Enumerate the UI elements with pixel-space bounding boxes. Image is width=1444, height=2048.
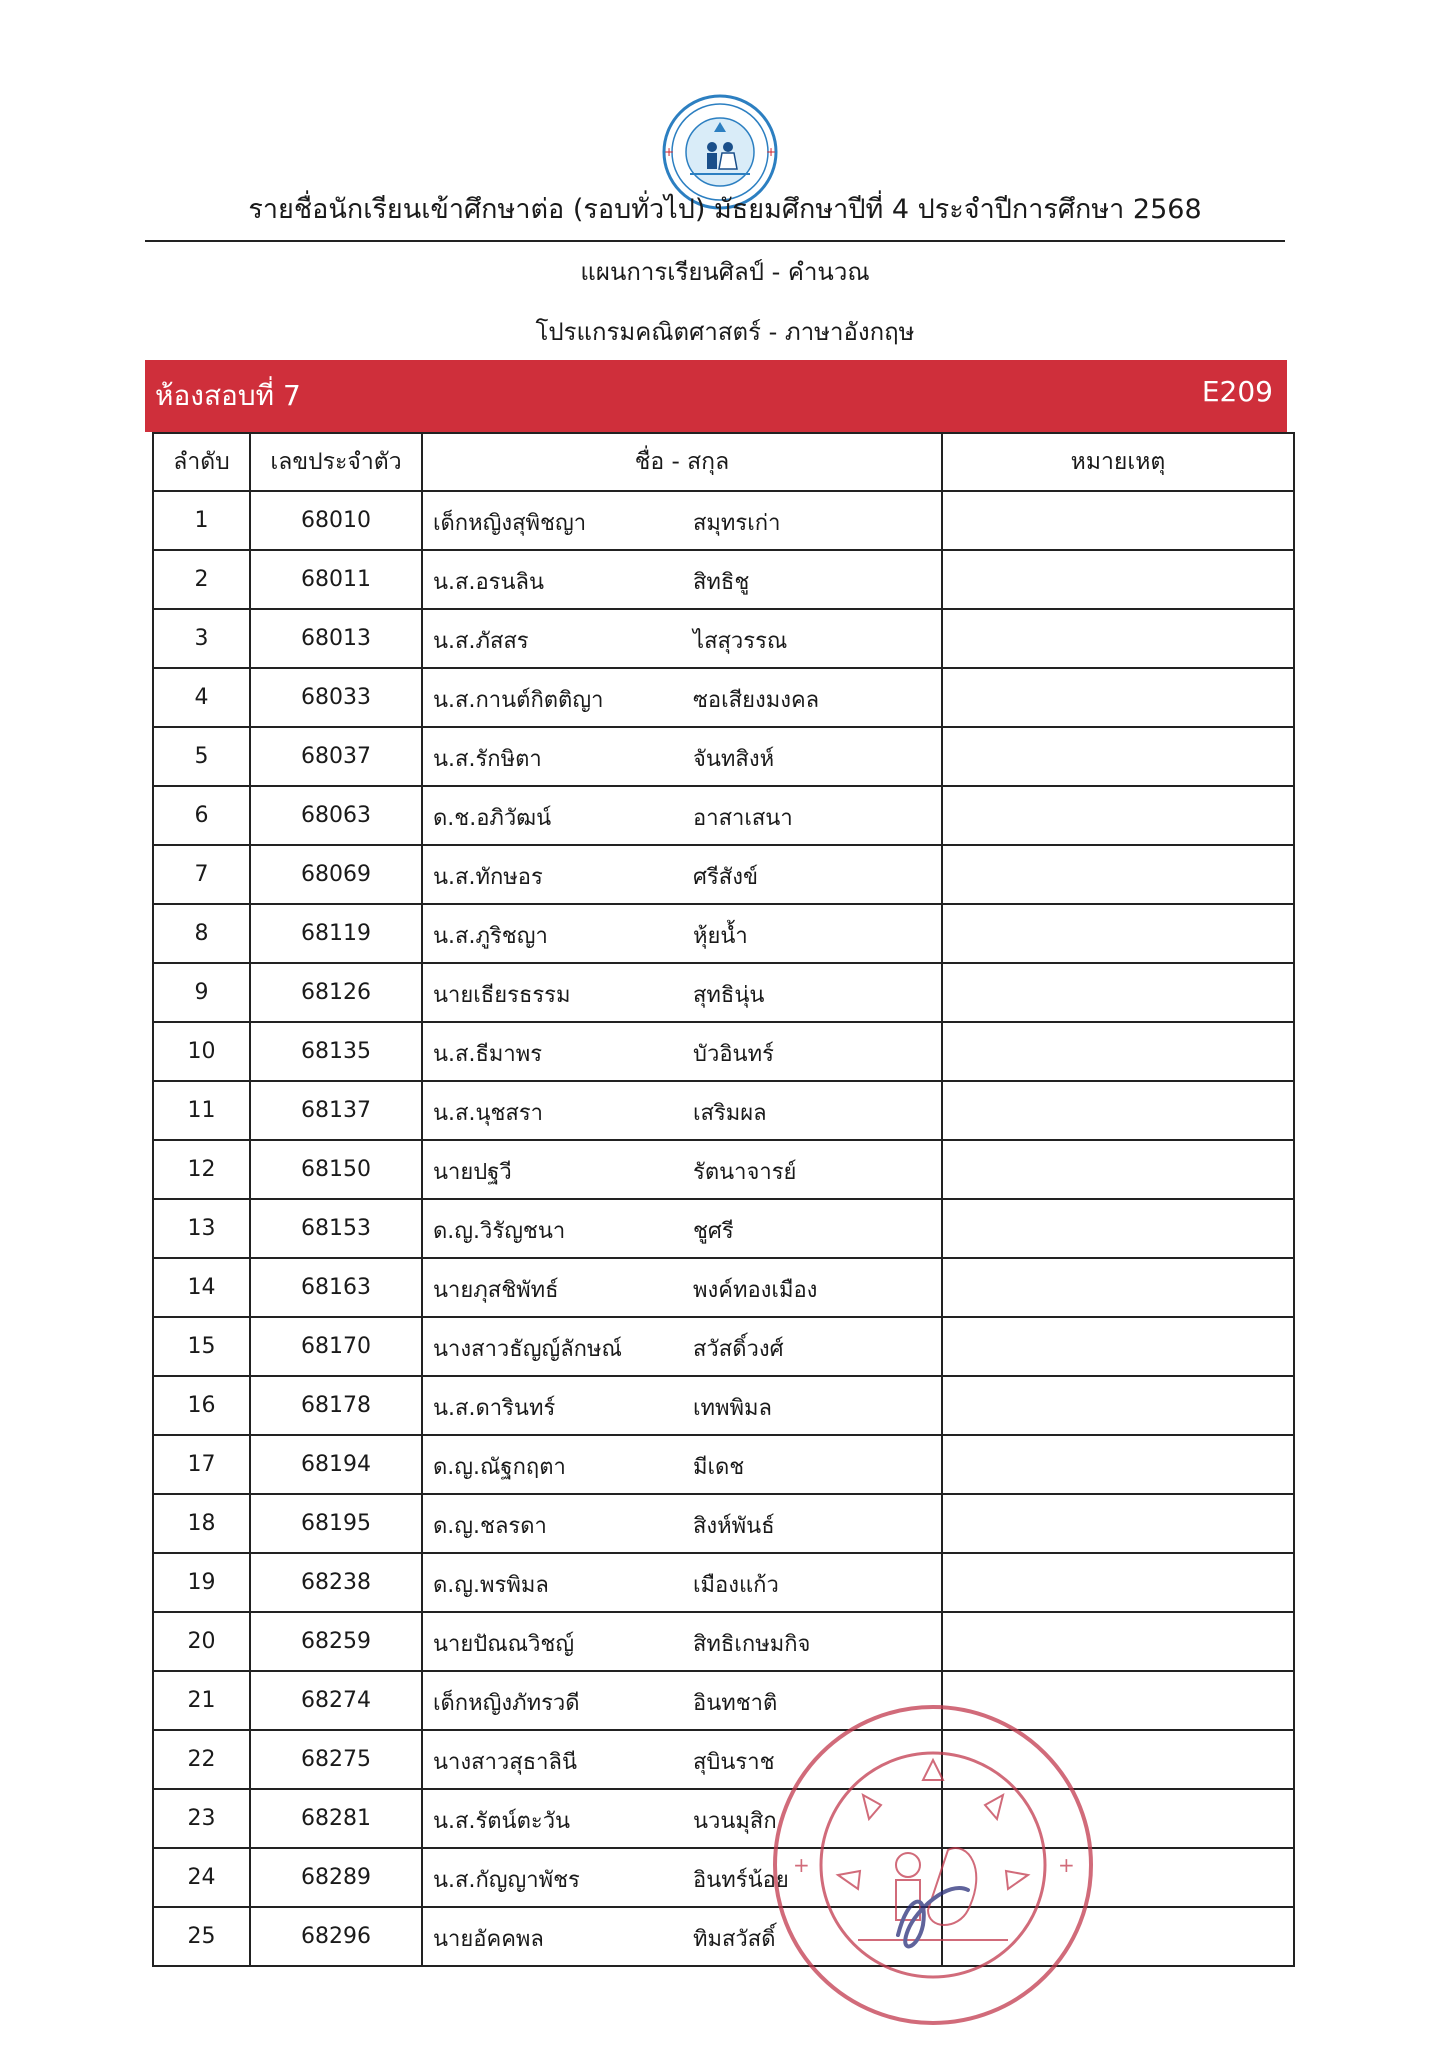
student-id: 68153 (250, 1199, 422, 1258)
table-row (153, 963, 1294, 1022)
row-number: 3 (153, 609, 250, 668)
table-row (153, 1907, 1294, 1966)
student-name-cell (422, 1140, 942, 1199)
table-row (153, 1258, 1294, 1317)
student-last-name: อินทชาติ (693, 1691, 778, 1716)
student-note (942, 1081, 1294, 1140)
student-id: 68195 (250, 1494, 422, 1553)
table-row (153, 1671, 1294, 1730)
student-name-cell (422, 1199, 942, 1258)
row-number: 14 (153, 1258, 250, 1317)
student-first-name: นางสาวธัญญ์ลักษณ์ (433, 1337, 622, 1362)
row-number: 18 (153, 1494, 250, 1553)
row-number: 20 (153, 1612, 250, 1671)
table-row (153, 786, 1294, 845)
student-name-cell (422, 1022, 942, 1081)
table-row (153, 1376, 1294, 1435)
student-first-name: น.ส.ภูริชญา (433, 924, 548, 949)
student-note (942, 1435, 1294, 1494)
student-id: 68281 (250, 1789, 422, 1848)
student-last-name: อาสาเสนา (693, 806, 793, 831)
row-number: 23 (153, 1789, 250, 1848)
student-first-name: เด็กหญิงภัทรวดี (433, 1691, 580, 1716)
student-note (942, 609, 1294, 668)
student-last-name: ทิมสวัสดิ์ (693, 1927, 776, 1952)
student-last-name: เมืองแก้ว (693, 1573, 779, 1598)
student-first-name: น.ส.ดารินทร์ (433, 1396, 556, 1421)
table-row (153, 1022, 1294, 1081)
school-seal-icon (768, 1700, 1098, 2030)
student-first-name: เด็กหญิงสุพิชญา (433, 511, 587, 536)
student-first-name: นายปฐวี (433, 1160, 512, 1185)
student-note (942, 1199, 1294, 1258)
student-id: 68238 (250, 1553, 422, 1612)
student-note (942, 786, 1294, 845)
row-number: 11 (153, 1081, 250, 1140)
student-first-name: นางสาวสุธาลินี (433, 1750, 577, 1775)
student-last-name: อินทร์น้อย (693, 1868, 789, 1893)
table-row (153, 904, 1294, 963)
student-first-name: นายอัคคพล (433, 1927, 544, 1952)
table-row (153, 1848, 1294, 1907)
row-number: 13 (153, 1199, 250, 1258)
student-id: 68011 (250, 550, 422, 609)
student-id: 68135 (250, 1022, 422, 1081)
student-id: 68126 (250, 963, 422, 1022)
student-last-name: หุ้ยน้ำ (693, 924, 748, 949)
row-number: 22 (153, 1730, 250, 1789)
student-name-cell (422, 668, 942, 727)
row-number: 2 (153, 550, 250, 609)
student-last-name: พงค์ทองเมือง (693, 1278, 818, 1303)
student-last-name: ศรีสังข์ (693, 865, 758, 890)
student-note (942, 1258, 1294, 1317)
student-name-cell (422, 1258, 942, 1317)
table-row (153, 1199, 1294, 1258)
student-last-name: ไสสุวรรณ (693, 629, 788, 654)
student-note (942, 1022, 1294, 1081)
student-id: 68010 (250, 491, 422, 550)
exam-room-code: E209 (1201, 375, 1273, 408)
student-last-name: นวนมุสิก (693, 1809, 777, 1834)
student-first-name: ด.ญ.ชลรดา (433, 1514, 547, 1539)
student-last-name: สิงห์พันธ์ (693, 1514, 775, 1539)
student-last-name: เสริมผล (693, 1101, 767, 1126)
student-id: 68275 (250, 1730, 422, 1789)
row-number: 24 (153, 1848, 250, 1907)
row-number: 25 (153, 1907, 250, 1966)
table-row (153, 845, 1294, 904)
student-id: 68063 (250, 786, 422, 845)
title-divider (145, 240, 1285, 242)
student-first-name: น.ส.ธีมาพร (433, 1042, 543, 1067)
student-name-cell (422, 727, 942, 786)
row-number: 1 (153, 491, 250, 550)
student-last-name: เทพพิมล (693, 1396, 773, 1421)
student-first-name: ด.ญ.พรพิมล (433, 1573, 549, 1598)
table-row (153, 727, 1294, 786)
student-name-cell (422, 550, 942, 609)
student-name-cell (422, 963, 942, 1022)
student-last-name: จันทสิงห์ (693, 747, 775, 772)
study-plan: แผนการเรียนศิลป์ - คำนวณ (580, 258, 870, 286)
student-note (942, 845, 1294, 904)
student-id: 68194 (250, 1435, 422, 1494)
svg-text:+: + (793, 1853, 810, 1877)
student-last-name: สวัสดิ์วงศ์ (693, 1337, 784, 1362)
student-id: 68163 (250, 1258, 422, 1317)
student-first-name: นายภุสชิพัทธ์ (433, 1278, 559, 1303)
row-number: 16 (153, 1376, 250, 1435)
student-id: 68033 (250, 668, 422, 727)
student-id: 68296 (250, 1907, 422, 1966)
student-name-cell (422, 491, 942, 550)
student-name-cell (422, 1317, 942, 1376)
student-table (152, 432, 1295, 1967)
table-row (153, 1730, 1294, 1789)
row-number: 12 (153, 1140, 250, 1199)
student-name-cell (422, 609, 942, 668)
student-note (942, 1553, 1294, 1612)
student-id: 68137 (250, 1081, 422, 1140)
student-first-name: ด.ญ.ณัฐกฤตา (433, 1455, 566, 1480)
student-name-cell (422, 1494, 942, 1553)
student-id: 68289 (250, 1848, 422, 1907)
row-number: 4 (153, 668, 250, 727)
student-last-name: สิทธิชู (693, 570, 750, 595)
student-name-cell (422, 786, 942, 845)
student-last-name: ซอเสียงมงคล (693, 688, 820, 713)
table-row (153, 491, 1294, 550)
student-id: 68274 (250, 1671, 422, 1730)
row-number: 5 (153, 727, 250, 786)
student-first-name: ด.ช.อภิวัฒน์ (433, 806, 552, 831)
student-id: 68150 (250, 1140, 422, 1199)
student-name-cell (422, 1435, 942, 1494)
col-header-note: หมายเหตุ (942, 433, 1294, 491)
row-number: 8 (153, 904, 250, 963)
student-note (942, 904, 1294, 963)
svg-text:+: + (766, 145, 777, 159)
student-note (942, 1317, 1294, 1376)
student-last-name: สิทธิเกษมกิจ (693, 1632, 811, 1657)
row-number: 6 (153, 786, 250, 845)
student-note (942, 727, 1294, 786)
student-first-name: น.ส.รัตน์ตะวัน (433, 1809, 571, 1834)
student-first-name: น.ส.ภัสสร (433, 629, 529, 654)
row-number: 19 (153, 1553, 250, 1612)
student-note (942, 1612, 1294, 1671)
page-title: รายชื่อนักเรียนเข้าศึกษาต่อ (รอบทั่วไป) มัธยมศึกษาปีที่ 4 ประจำปีการศึกษา 2568 (248, 194, 1202, 225)
student-id: 68013 (250, 609, 422, 668)
student-first-name: นายเธียรธรรม (433, 983, 571, 1008)
student-first-name: น.ส.นุชสรา (433, 1101, 544, 1126)
student-first-name: ด.ญ.วิรัญชนา (433, 1219, 566, 1244)
table-row (153, 550, 1294, 609)
col-header-no: ลำดับ (153, 433, 250, 491)
col-header-id: เลขประจำตัว (250, 433, 422, 491)
student-last-name: รัตนาจารย์ (693, 1160, 797, 1185)
student-name-cell (422, 1376, 942, 1435)
student-last-name: สุทธินุ่น (693, 983, 765, 1008)
table-row (153, 1140, 1294, 1199)
student-first-name: น.ส.กานต์กิตติญา (433, 688, 604, 713)
study-program: โปรแกรมคณิตศาสตร์ - ภาษาอังกฤษ (535, 318, 915, 346)
col-header-name: ชื่อ - สกุล (422, 433, 942, 491)
student-first-name: น.ส.อรนลิน (433, 570, 545, 595)
student-note (942, 963, 1294, 1022)
student-name-cell (422, 1081, 942, 1140)
student-note (942, 1494, 1294, 1553)
table-row (153, 1494, 1294, 1553)
exam-room-bar (145, 360, 1287, 432)
table-row (153, 1612, 1294, 1671)
student-note (942, 1376, 1294, 1435)
exam-room-label: ห้องสอบที่ 7 (155, 379, 301, 412)
student-first-name: น.ส.กัญญาพัชร (433, 1868, 580, 1893)
student-id: 68069 (250, 845, 422, 904)
table-row (153, 1317, 1294, 1376)
student-note (942, 668, 1294, 727)
student-note (942, 550, 1294, 609)
student-first-name: นายปัณณวิชญ์ (433, 1632, 575, 1657)
svg-text:+: + (1058, 1853, 1075, 1877)
student-last-name: มีเดช (693, 1455, 745, 1480)
table-row (153, 1553, 1294, 1612)
table-row (153, 609, 1294, 668)
student-name-cell (422, 1553, 942, 1612)
student-last-name: สมุทรเก่า (693, 511, 781, 536)
student-name-cell (422, 1612, 942, 1671)
student-id: 68170 (250, 1317, 422, 1376)
table-row (153, 1081, 1294, 1140)
table-body (153, 491, 1294, 1966)
row-number: 10 (153, 1022, 250, 1081)
student-last-name: บัวอินทร์ (693, 1042, 774, 1067)
svg-text:+: + (664, 145, 675, 159)
student-name-cell (422, 904, 942, 963)
student-name-cell (422, 845, 942, 904)
student-id: 68037 (250, 727, 422, 786)
student-note (942, 1140, 1294, 1199)
student-id: 68119 (250, 904, 422, 963)
row-number: 21 (153, 1671, 250, 1730)
table-row (153, 1435, 1294, 1494)
student-last-name: ชูศรี (693, 1219, 734, 1244)
row-number: 15 (153, 1317, 250, 1376)
row-number: 17 (153, 1435, 250, 1494)
student-note (942, 491, 1294, 550)
table-row (153, 1789, 1294, 1848)
table-row (153, 668, 1294, 727)
student-id: 68178 (250, 1376, 422, 1435)
student-last-name: สุบินราช (693, 1750, 775, 1775)
student-first-name: น.ส.รักษิตา (433, 747, 542, 772)
student-first-name: น.ส.ทักษอร (433, 865, 543, 890)
row-number: 7 (153, 845, 250, 904)
table-header-row (153, 433, 1294, 491)
row-number: 9 (153, 963, 250, 1022)
student-id: 68259 (250, 1612, 422, 1671)
